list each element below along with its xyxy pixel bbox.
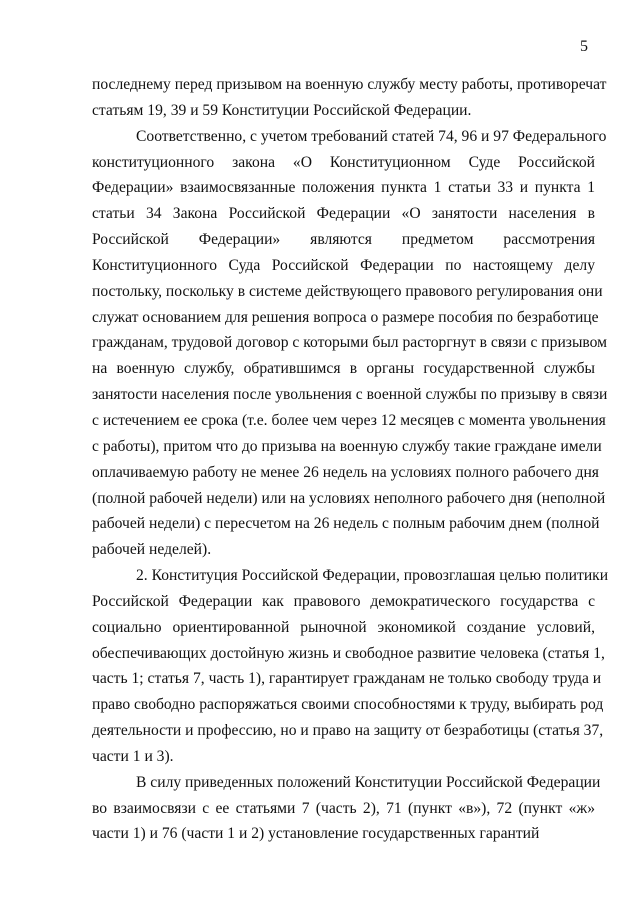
text-line: во взаимосвязи с ее статьями 7 (часть 2), 71 (пункт «в»), 72 (пункт «ж» xyxy=(92,799,595,817)
text-line: рабочей неделей). xyxy=(92,541,212,559)
paragraph xyxy=(92,124,608,563)
text-line: с работы), притом что до призыва на военную службу такие граждане имели xyxy=(92,437,602,455)
paragraph xyxy=(92,72,607,124)
text-line: право свободно распоряжаться своими способностями к труду, выбирать род xyxy=(92,696,604,714)
text-line: статьям 19, 39 и 59 Конституции Российской Федерации. xyxy=(92,101,472,119)
text-line: части 1 и 3). xyxy=(92,747,174,765)
paragraph xyxy=(92,770,601,848)
text-line: рабочей недели) с пересчетом на 26 недель с полным рабочим днем (полной xyxy=(92,515,600,533)
text-line: служат основанием для решения вопроса о размере пособия по безработице xyxy=(92,308,599,326)
page-number: 5 xyxy=(580,38,588,55)
text-line: оплачиваемую работу не менее 26 недель на условиях полного рабочего дня xyxy=(92,463,599,481)
text-line: Российской Федерации» являются предметом рассмотрения xyxy=(92,231,595,249)
text-line: Российской Федерации как правового демократического государства с xyxy=(92,592,595,610)
text-line: гражданам, трудовой договор с которыми был расторгнут в связи с призывом xyxy=(92,334,608,352)
text-line: части 1) и 76 (части 1 и 2) установление государственных гарантий xyxy=(92,825,540,843)
text-line: Соответственно, с учетом требований статей 74, 96 и 97 Федерального xyxy=(136,127,607,145)
text-line: с истечением ее срока (т.е. более чем через 12 месяцев с момента увольнения xyxy=(92,411,606,429)
text-line: социально ориентированной рыночной экономикой создание условий, xyxy=(92,618,595,636)
text-line: конституционного закона «О Конституционном Суде Российской xyxy=(92,153,595,171)
text-line: деятельности и профессию, но и право на защиту от безработицы (статья 37, xyxy=(92,722,604,740)
text-line: В силу приведенных положений Конституции Российской Федерации xyxy=(136,773,601,791)
text-line: Конституционного Суда Российской Федерации по настоящему делу xyxy=(92,256,595,274)
text-line: 2. Конституция Российской Федерации, провозглашая целью политики xyxy=(136,567,609,585)
text-line: часть 1; статья 7, часть 1), гарантирует гражданам не только свободу труда и xyxy=(92,670,602,688)
body-text xyxy=(92,72,609,847)
text-line: (полной рабочей недели) или на условиях неполного рабочего дня (неполной xyxy=(92,489,606,507)
text-line: статьи 34 Закона Российской Федерации «О занятости населения в xyxy=(92,205,595,223)
text-line: на военную службу, обратившимся в органы государственной службы xyxy=(92,360,595,378)
paragraph xyxy=(92,563,609,770)
text-line: постольку, поскольку в системе действующего правового регулирования они xyxy=(92,282,603,300)
text-line: Федерации» взаимосвязанные положения пункта 1 статьи 33 и пункта 1 xyxy=(92,179,595,197)
text-line: занятости населения после увольнения с военной службы по призыву в связи xyxy=(92,386,608,404)
text-line: обеспечивающих достойную жизнь и свободное развитие человека (статья 1, xyxy=(92,644,605,662)
text-line: последнему перед призывом на военную службу месту работы, противоречат xyxy=(92,76,607,93)
